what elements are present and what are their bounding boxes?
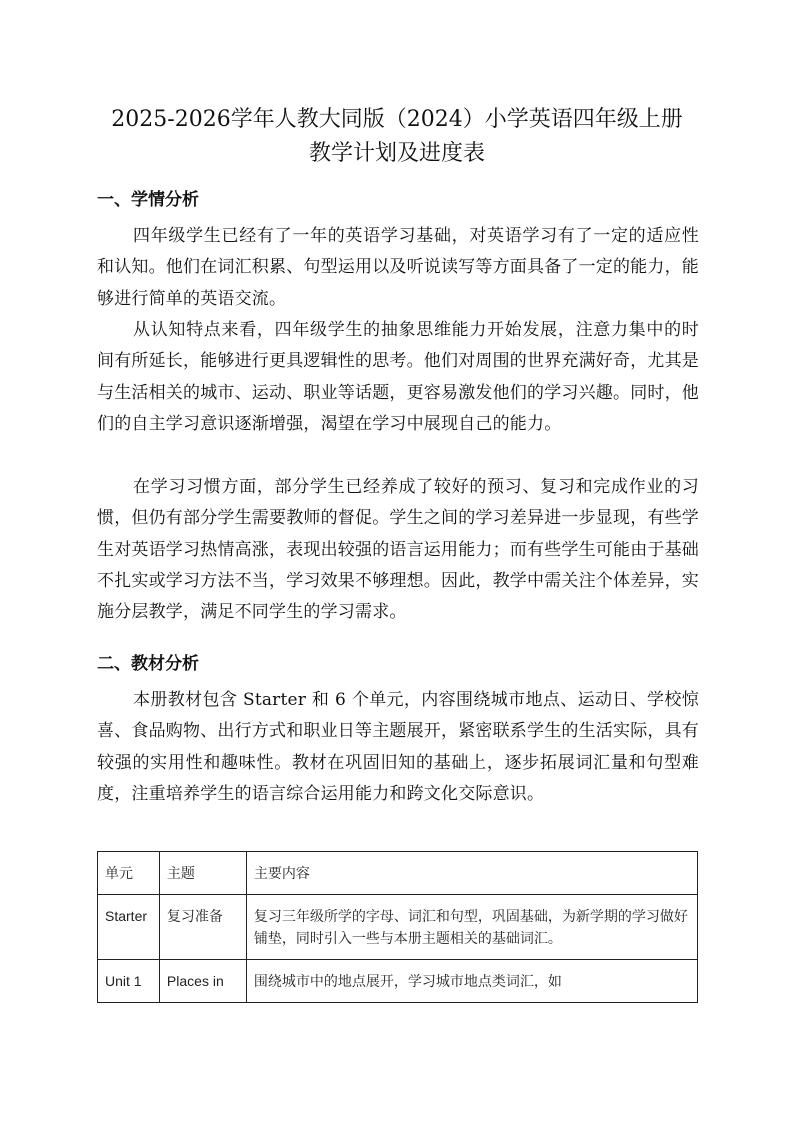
learner-analysis-paragraph-2: 从认知特点来看，四年级学生的抽象思维能力开始发展，注意力集中的时间有所延长，能够进行更具逻辑性的思考。他们对周围的世界充满好奇，尤其是与生活相关的城市、运动、职业等话题，更容易激发他们的学习兴趣。同时，他们的自主学习意识逐渐增强，渴望在学习中展现自己的能力。 [97,320,699,434]
table-cell-topic: 复习准备 [159,895,246,960]
table-header-cell: 主题 [159,852,246,895]
table-row [98,895,698,960]
section-heading-textbook-analysis: 二、教材分析 [97,654,199,674]
section-heading-learner-analysis: 一、学情分析 [97,190,199,210]
table-cell-content: 复习三年级所学的字母、词汇和句型，巩固基础，为新学期的学习做好铺垫，同时引入一些与本册主题相关的基础词汇。 [246,895,697,960]
document-title-line-1: 2025-2026学年人教大同版（2024）小学英语四年级上册 [111,107,683,132]
table-cell-unit: Unit 1 [98,960,160,1003]
textbook-analysis-paragraph: 本册教材包含 Starter 和 6 个单元，内容围绕城市地点、运动日、学校惊喜、食品购物、出行方式和职业日等主题展开，紧密联系学生的生活实际，具有较强的实用性和趣味性。教材在巩固旧知的基础上，逐步拓展词汇量和句型难度，注重培养学生的语言综合运用能力和跨文化交际意识。 [97,690,699,804]
table-header-cell: 主要内容 [246,852,697,895]
learner-analysis-paragraph-1: 四年级学生已经有了一年的英语学习基础，对英语学习有了一定的适应性和认知。他们在词汇积累、句型运用以及听说读写等方面具备了一定的能力，能够进行简单的英语交流。 [97,226,699,309]
table-cell-content: 围绕城市中的地点展开，学习城市地点类词汇，如 [246,960,697,1003]
table-row [98,960,698,1003]
table-header-cell: 单元 [98,852,160,895]
table-cell-unit: Starter [98,895,160,960]
table-cell-topic: Places in [159,960,246,1003]
learner-analysis-paragraph-3: 在学习习惯方面，部分学生已经养成了较好的预习、复习和完成作业的习惯，但仍有部分学生需要教师的督促。学生之间的学习差异进一步显现，有些学生对英语学习热情高涨，表现出较强的语言运用能力；而有些学生可能由于基础不扎实或学习方法不当，学习效果不够理想。因此，教学中需关注个体差异，实施分层教学，满足不同学生的学习需求。 [97,477,699,623]
unit-content-table [97,851,698,1003]
table-header-row [98,852,698,895]
document-title-line-2: 教学计划及进度表 [308,141,485,166]
